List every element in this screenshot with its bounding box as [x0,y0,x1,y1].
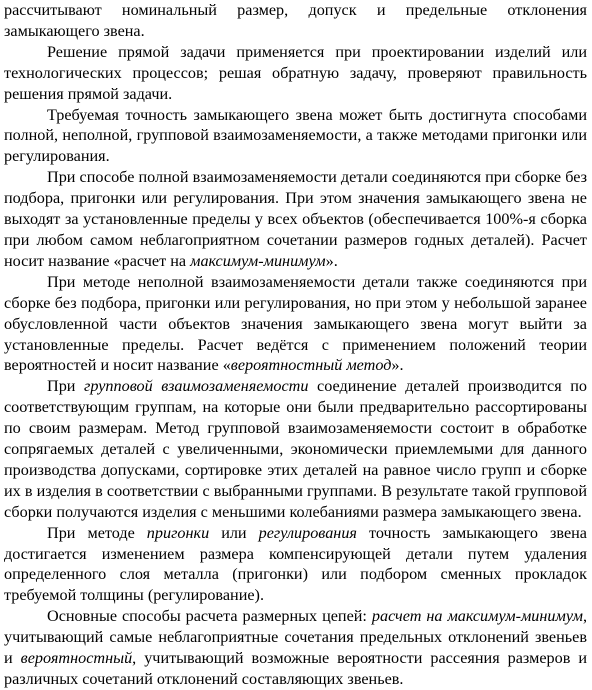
text-run: , учитывающий самые неблагоприятные сочетания предельных отклонений звеньев и [4,607,587,668]
text-run: ». [391,356,404,375]
text-run: При [47,377,85,396]
paragraph-1 [4,0,587,42]
paragraph-2 [4,42,587,105]
text-run: ». [325,251,338,270]
italic-term: регулирования [258,523,357,542]
text-run: При методе [47,523,147,542]
paragraph-8 [4,606,587,690]
text-run: При методе неполной взаимозаменяемости детали также соединяются при сборке без подбора, пригонки или регулирования, но при этом у небольшой заранее обусловленной части объектов значения замыкающего звена могут выйти за установленные пределы. Расчет ведётся с применением положений теории вероятностей и носит название « [4,272,587,375]
paragraph-7 [4,523,587,607]
italic-term: вероятностный метод [230,356,392,375]
italic-term: вероятностный [20,649,133,668]
text-run: , учитывающий возможные вероятности рассеяния размеров и различных сочетаний отклонений составляющих звеньев. [4,649,587,688]
italic-term: максимум-минимум [190,251,326,270]
text-run: рассчитывают номинальный размер, допуск и предельные отклонения замыкающего звена. [4,1,587,40]
text-run: точность замыкающего звена достигается изменением размера компенсирующей детали путем удаления определенного слоя металла (пригонки) или подбором сменных прокладок требуемой толщины (регулирование). [4,523,587,605]
text-run: Требуемая точность замыкающего звена может быть достигнута способами полной, неполной, групповой взаимозаменяемости, а также методами пригонки или регулирования. [4,105,587,166]
italic-term: групповой взаимозаменяемости [84,377,309,396]
text-run: соединение деталей производится по соответствующим группам, на которые они были предварительно рассортированы по своим размерам. Метод групповой взаимозаменяемости состоит в обработке сопрягаемых деталей с увеличенными, экономически приемлемыми для данного производства допусками, сортировке этих деталей на равное число групп и сборке их в изделия в соответствии с выбранными группами. В результате такой групповой сборки получаются изделия с меньшими колебаниями размера замыкающего звена. [4,377,588,521]
italic-term: пригонки [146,523,210,542]
text-run: Основные способы расчета размерных цепей: [47,607,372,626]
paragraph-6 [4,376,587,522]
text-run: Решение прямой задачи применяется при проектировании изделий или технологических процессов; решая обратную задачу, проверяют правильность решения прямой задачи. [4,42,587,103]
paragraph-5 [4,272,587,377]
paragraph-4 [4,167,587,272]
paragraph-3 [4,105,587,168]
text-run: При способе полной взаимозаменяемости детали соединяются при сборке без подбора, пригонки или регулирования. При этом значения замыкающего звена не выходят за установленные пределы у всех объектов (обеспечивается 100%-я сборка при любом самом неблагоприятном сочетании размеров годных деталей). Расчет носит название «расчет на [4,168,587,270]
text-run: или [209,523,259,542]
italic-term: расчет на максимум-минимум [371,607,583,626]
